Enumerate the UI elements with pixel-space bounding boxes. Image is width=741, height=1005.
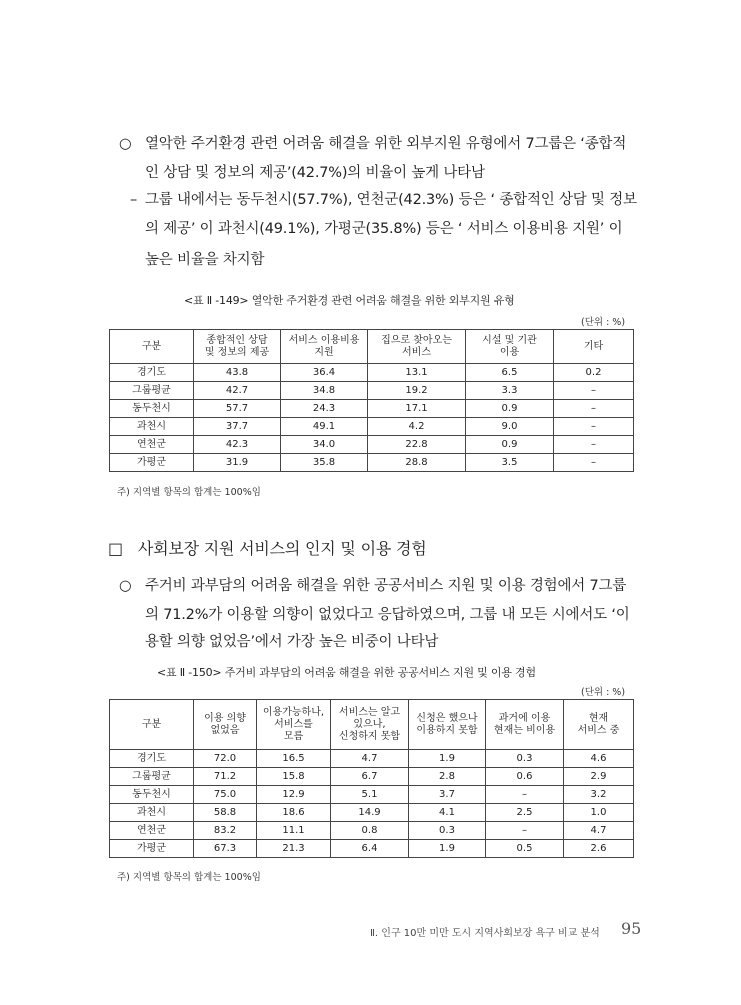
table-cell: 5.1 [331,786,409,804]
square-bullet: □ [108,539,123,558]
table-row [110,418,634,436]
table-cell: 0.9 [466,436,554,454]
dash-bullet: – [130,192,138,208]
table-cell: 동두천시 [110,786,194,804]
table-cell: 2.5 [486,804,564,822]
section1-sub-line-3: 높은 비율을 차지함 [145,252,265,268]
table-cell: – [554,400,634,418]
table-cell: 6.4 [331,840,409,858]
table-cell: 2.8 [409,768,486,786]
section1-sub-line-2: 의 제공’ 이 과천시(49.1%), 가평군(35.8%) 등은 ‘ 서비스 이용비용 지원’ 이 [145,221,623,237]
table-cell: 72.0 [194,750,257,768]
table-cell: 4.2 [368,418,466,436]
table-cell: 28.8 [368,454,466,472]
table2-header-cell: 과거에 이용 현재는 비이용 [486,700,564,750]
table-cell: 21.3 [257,840,331,858]
table-cell: 그룹평균 [110,382,194,400]
table1-header-cell: 시설 및 기관 이용 [466,330,554,364]
table-cell: – [486,786,564,804]
section1-line-1: 열악한 주거환경 관련 어려움 해결을 위한 외부지원 유형에서 7그룹은 ‘종합적 [145,136,627,152]
table-cell: 9.0 [466,418,554,436]
table1-header-cell: 기타 [554,330,634,364]
page-footer-text: Ⅱ. 인구 10만 미만 도시 지역사회보장 욕구 비교 분석 [370,928,600,939]
table-cell: – [554,382,634,400]
table-cell: 11.1 [257,822,331,840]
table-cell: 58.8 [194,804,257,822]
table1-header-cell: 종합적인 상담 및 정보의 제공 [194,330,281,364]
table-cell: 1.9 [409,840,486,858]
table-cell: 연천군 [110,822,194,840]
table2-header-cell: 이용가능하나, 서비스를 모름 [257,700,331,750]
table-cell: 0.3 [486,750,564,768]
table-row [110,750,634,768]
table-cell: 0.8 [331,822,409,840]
table2-note: 주) 지역별 항목의 합계는 100%임 [117,872,261,883]
table-cell: 0.9 [466,400,554,418]
table-cell: 57.7 [194,400,281,418]
table-row [110,382,634,400]
table-cell: 24.3 [281,400,368,418]
table-cell: 6.7 [331,768,409,786]
table-cell: 경기도 [110,750,194,768]
section2-heading [108,536,426,559]
table1-header-row [110,330,634,364]
section2-line-3: 용할 의향 없었음’에서 가장 높은 비중이 나타남 [145,634,439,650]
table-cell: 0.3 [409,822,486,840]
table-cell: 3.7 [409,786,486,804]
table-cell: 43.8 [194,364,281,382]
table-cell: 3.2 [564,786,634,804]
table-cell: 34.0 [281,436,368,454]
table-cell: 1.0 [564,804,634,822]
table-row [110,786,634,804]
table-cell: 3.5 [466,454,554,472]
table-row [110,436,634,454]
table-cell: 가평군 [110,454,194,472]
table-cell: 0.6 [486,768,564,786]
section2-line-2: 의 71.2%가 이용할 의향이 없었다고 응답하였으며, 그룹 내 모든 시에서도 ‘이 [145,607,630,623]
table-row [110,400,634,418]
table-cell: 2.6 [564,840,634,858]
table-cell: 4.6 [564,750,634,768]
table-cell: 가평군 [110,840,194,858]
table-cell: 35.8 [281,454,368,472]
table-cell: 36.4 [281,364,368,382]
table-cell: 연천군 [110,436,194,454]
table-cell: 49.1 [281,418,368,436]
table-cell: 67.3 [194,840,257,858]
table-cell: 1.9 [409,750,486,768]
table-cell: 그룹평균 [110,768,194,786]
table2-header-row [110,700,634,750]
circle-bullet: ○ [119,136,132,152]
table-cell: 75.0 [194,786,257,804]
table-cell: 6.5 [466,364,554,382]
table-cell: – [554,436,634,454]
table-cell: 34.8 [281,382,368,400]
table1 [109,329,634,472]
table1-header-cell: 집으로 찾아오는 서비스 [368,330,466,364]
table-row [110,840,634,858]
table2-header-cell: 서비스는 알고 있으나, 신청하지 못함 [331,700,409,750]
table1-unit: (단위 : %) [581,317,626,328]
table-cell: – [486,822,564,840]
table2-header-cell: 현재 서비스 중 [564,700,634,750]
table-row [110,768,634,786]
table2 [109,699,634,858]
table-cell: 2.9 [564,768,634,786]
section2-heading-text: 사회보장 지원 서비스의 인지 및 이용 경험 [137,539,427,558]
table-cell: 4.7 [331,750,409,768]
table-cell: 22.8 [368,436,466,454]
table2-unit: (단위 : %) [581,687,626,698]
table-cell: – [554,418,634,436]
table-cell: 4.1 [409,804,486,822]
table-cell: 37.7 [194,418,281,436]
table1-caption: <표 Ⅱ -149> 열악한 주거환경 관련 어려움 해결을 위한 외부지원 유형 [184,294,515,307]
table-cell: 3.3 [466,382,554,400]
table-cell: – [554,454,634,472]
table-cell: 0.2 [554,364,634,382]
table2-header-cell: 이용 의향 없었음 [194,700,257,750]
table-cell: 동두천시 [110,400,194,418]
table-cell: 19.2 [368,382,466,400]
section1-line-2: 인 상담 및 정보의 제공’(42.7%)의 비율이 높게 나타남 [145,165,485,181]
page-number: 95 [621,919,642,938]
table-cell: 과천시 [110,804,194,822]
table-row [110,454,634,472]
table-cell: 18.6 [257,804,331,822]
table-cell: 0.5 [486,840,564,858]
table2-header-cell: 구분 [110,700,194,750]
table-cell: 과천시 [110,418,194,436]
table1-note: 주) 지역별 항목의 합계는 100%임 [117,487,261,498]
table-cell: 17.1 [368,400,466,418]
table-cell: 14.9 [331,804,409,822]
table-cell: 13.1 [368,364,466,382]
circle-bullet: ○ [119,578,132,594]
table2-header-cell: 신청은 했으나 이용하지 못함 [409,700,486,750]
table-cell: 42.3 [194,436,281,454]
section2-line-1: 주거비 과부담의 어려움 해결을 위한 공공서비스 지원 및 이용 경험에서 7그룹 [145,578,627,594]
table-cell: 71.2 [194,768,257,786]
table-cell: 16.5 [257,750,331,768]
table-row [110,822,634,840]
section1-sub-line-1: 그룹 내에서는 동두천시(57.7%), 연천군(42.3%) 등은 ‘ 종합적인 상담 및 정보 [145,192,637,208]
table-cell: 4.7 [564,822,634,840]
table2-caption: <표 Ⅱ -150> 주거비 과부담의 어려움 해결을 위한 공공서비스 지원 및 이용 경험 [157,666,536,679]
table1-header-cell: 구분 [110,330,194,364]
table-cell: 12.9 [257,786,331,804]
table-cell: 15.8 [257,768,331,786]
table1-header-cell: 서비스 이용비용 지원 [281,330,368,364]
table-cell: 83.2 [194,822,257,840]
table-row [110,364,634,382]
table-cell: 31.9 [194,454,281,472]
table-cell: 42.7 [194,382,281,400]
table-row [110,804,634,822]
table-cell: 경기도 [110,364,194,382]
